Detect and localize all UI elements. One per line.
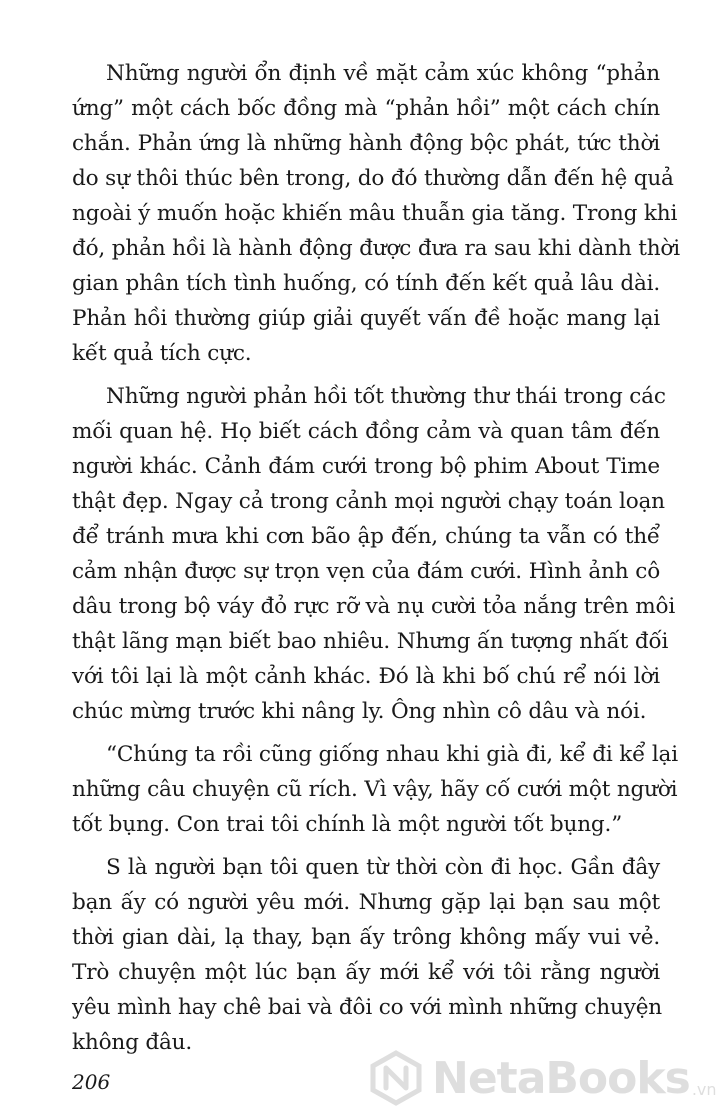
text-line: ngoài ý muốn hoặc khiến mâu thuẫn gia tăng. Trong khi [72,201,678,226]
text-line: đó, phản hồi là hành động được đưa ra sau khi dành thời [72,236,680,261]
page-number: 206 [72,1070,111,1094]
text-line: tốt bụng. Con trai tôi chính là một người tốt bụng.” [72,812,623,837]
text-line: Những người phản hồi tốt thường thư thái trong các [106,384,666,409]
text-line: Trò chuyện một lúc bạn ấy mới kể với tôi rằng người [72,960,660,985]
paragraph-2 [72,379,676,729]
text-line: dâu trong bộ váy đỏ rực rỡ và nụ cười tỏa nắng trên môi [72,594,676,619]
text-line: bạn ấy có người yêu mới. Nhưng gặp lại bạn sau một [72,890,660,915]
text-line: cảm nhận được sự trọn vẹn của đám cưới. Hình ảnh cô [72,559,660,584]
netabooks-watermark [368,1045,717,1111]
text-line: “Chúng ta rồi cũng giống nhau khi già đi, kể đi kể lại [106,742,678,767]
text-line: yêu mình hay chê bai và đôi co với mình những chuyện [72,995,662,1020]
text-line: ứng” một cách bốc đồng mà “phản hồi” một cách chín [72,96,660,121]
text-line: với tôi lại là một cảnh khác. Đó là khi bố chú rể nói lời [72,664,660,689]
text-line: Những người ổn định về mặt cảm xúc không “phản [106,61,660,86]
paragraph-1 [72,56,680,371]
text-line: S là người bạn tôi quen từ thời còn đi học. Gần đây [106,855,660,880]
text-line: để tránh mưa khi cơn bão ập đến, chúng ta vẫn có thể [72,524,660,549]
text-line: chắn. Phản ứng là những hành động bộc phát, tức thời [72,131,660,156]
paragraph-3-quote [72,737,678,842]
text-line: thật lãng mạn biết bao nhiêu. Nhưng ấn tượng nhất đối [72,629,669,654]
text-line: do sự thôi thúc bên trong, do đó thường dẫn đến hệ quả [72,166,674,191]
netabooks-logo-icon [368,1050,424,1106]
text-line: thời gian dài, lạ thay, bạn ấy trông không mấy vui vẻ. [72,925,660,950]
text-line: Phản hồi thường giúp giải quyết vấn đề hoặc mang lại [72,306,660,331]
text-line: mối quan hệ. Họ biết cách đồng cảm và quan tâm đến [72,419,660,444]
text-line: thật đẹp. Ngay cả trong cảnh mọi người chạy toán loạn [72,489,665,514]
text-line: không đâu. [72,1030,193,1055]
text-line: gian phân tích tình huống, có tính đến kết quả lâu dài. [72,271,660,296]
watermark-tld: .vn [691,1080,717,1099]
text-line: người khác. Cảnh đám cưới trong bộ phim About Time [72,454,660,479]
book-page-body [72,56,680,1068]
paragraph-4 [72,850,660,1060]
text-line: chúc mừng trước khi nâng ly. Ông nhìn cô dâu và nói. [72,699,647,724]
text-line: kết quả tích cực. [72,341,252,366]
text-line: những câu chuyện cũ rích. Vì vậy, hãy cố cưới một người [72,777,678,802]
watermark-brand: NetaBooks [432,1052,690,1104]
